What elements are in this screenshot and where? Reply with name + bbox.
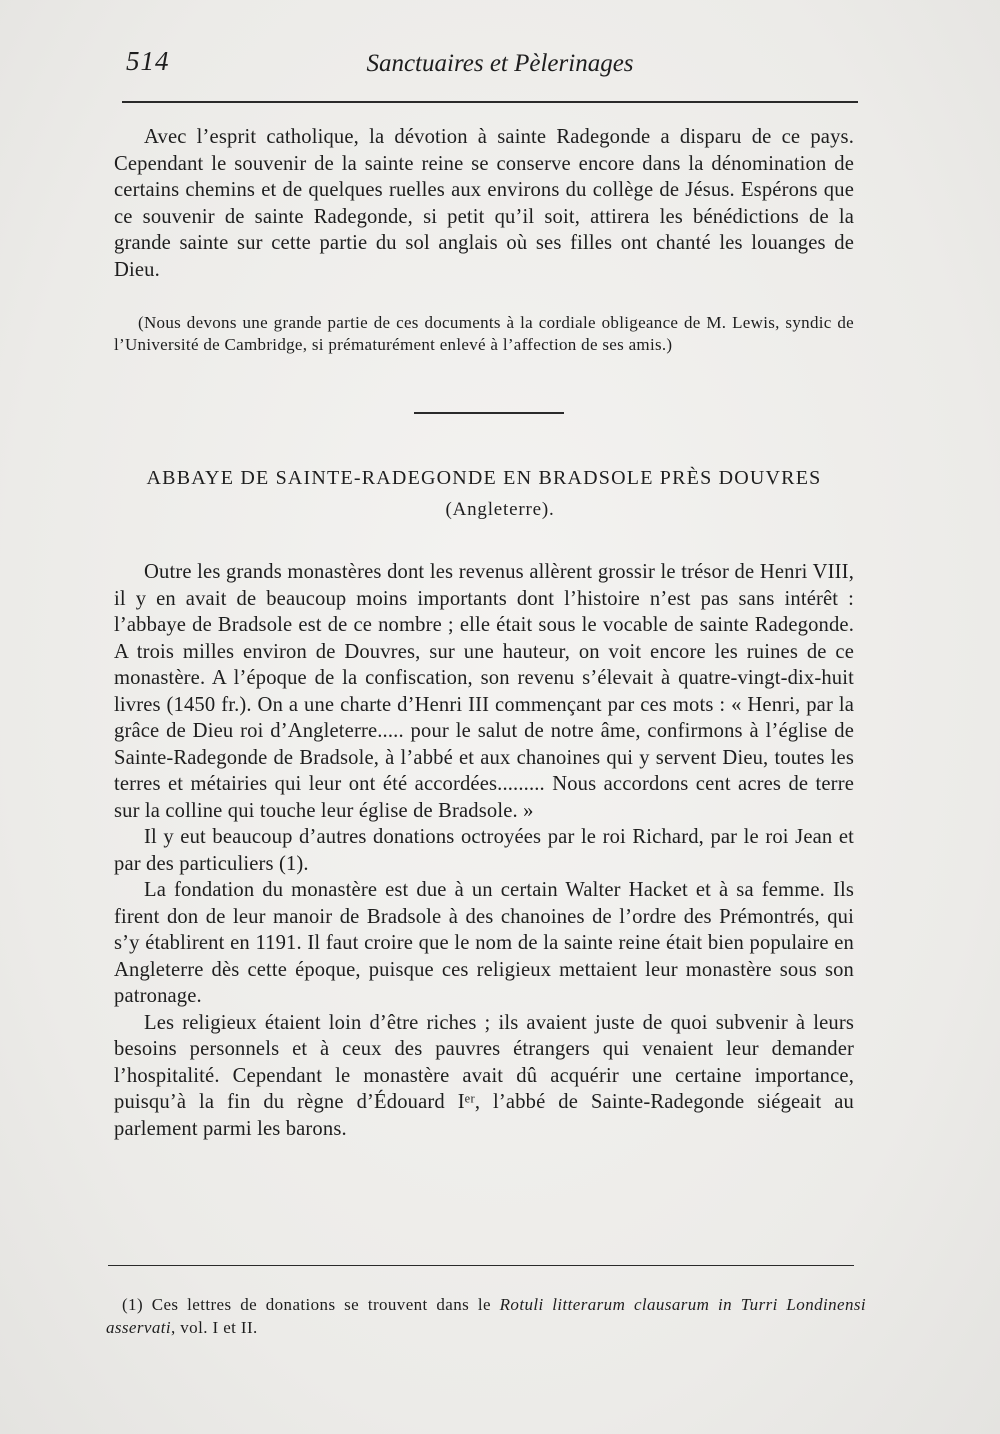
page-header xyxy=(120,46,860,86)
footnote-marker: (1) xyxy=(122,1295,144,1314)
header-rule xyxy=(122,101,858,103)
opening-paragraph: Avec l’esprit catholique, la dévotion à sainte Radegonde a disparu de ce pays. Cependant le souvenir de la sainte reine se conserve encore dans la dénomination de certains chemins et de quelques ruelles aux environs du collège de Jésus. Espérons que ce souvenir de sainte Radegonde, si petit qu’il soit, attirera les bénédictions de la grande sainte sur cette partie du sol anglais où ses filles ont chanté les louanges de Dieu. xyxy=(114,126,854,281)
body-paragraph-3: La fondation du monastère est due à un certain Walter Hacket et à sa femme. Ils firent don de leur manoir de Bradsole à des chanoines de l’ordre des Prémontrés, qui s’y établirent en 1191. Il faut croire que le nom de la sainte reine était bien populaire en Angleterre dès cette époque, puisque ces religieux mettaient leur monastère sous son patronage. xyxy=(114,879,854,1007)
section-divider xyxy=(414,412,564,414)
body-paragraph-1: Outre les grands monastères dont les revenus allèrent grossir le trésor de Henri VIII, il y en avait de beaucoup moins importants dont l’histoire n’est pas sans intérêt : l’abbaye de Bradsole est de ce nombre ; elle était sous le vocable de sainte Radegonde. A trois milles environ de Douvres, sur une hauteur, on voit encore les ruines de ce monastère. A l’époque de la confiscation, son revenu s’élevait à quatre-vingt-dix-huit livres (1450 fr.). On a une charte d’Henri III commençant par ces mots : « Henri, par la grâce de Dieu roi d’Angleterre..... pour le salut de notre âme, confirmons à l’église de Sainte-Radegonde de Bradsole, à l’abbé et aux chanoines qui y servent Dieu, toutes les terres et métairies qui leur ont été accordées......... Nous accordons cent acres de terre sur la colline qui touche leur église de Bradsole. » xyxy=(114,561,854,822)
section-subtitle: (Angleterre). xyxy=(445,499,555,520)
footnote-rule xyxy=(108,1265,854,1266)
running-title: Sanctuaires et Pèlerinages xyxy=(366,50,634,77)
footnote-text: Ces lettres de donations se trouvent dans le xyxy=(151,1295,491,1314)
footnote xyxy=(106,1293,866,1339)
section-title: ABBAYE DE SAINTE-RADEGONDE EN BRADSOLE PRÈS DOUVRES xyxy=(146,467,822,489)
page-number: 514 xyxy=(126,46,170,76)
body-text xyxy=(114,559,854,1142)
body-paragraph-2: Il y eut beaucoup d’autres donations octroyées par le roi Richard, par le roi Jean et par des particuliers (1). xyxy=(114,826,854,875)
acknowledgement-block xyxy=(114,312,854,356)
footnote-volume: , vol. I et II. xyxy=(170,1318,258,1337)
acknowledgement-note: (Nous devons une grande partie de ces documents à la cordiale obligeance de M. Lewis, syndic de l’Université de Cambridge, si prématurément enlevé à l’affection de ses amis.) xyxy=(114,313,854,354)
body-paragraph-4: Les religieux étaient loin d’être riches ; ils avaient juste de quoi subvenir à leurs besoins personnels et à ceux des pauvres étrangers qui venaient leur demander l’hospitalité. Cependant le monastère avait dû acquérir une certaine importance, puisqu’à la fin du règne d’Édouard Iᵉʳ, l’abbé de Sainte-Radegonde siégeait au parlement parmi les barons. xyxy=(114,1011,854,1140)
opening-block xyxy=(114,124,854,283)
footnote-source-title: Rotuli litterarum clausarum in Turri Londinensi asservati xyxy=(106,1295,866,1337)
